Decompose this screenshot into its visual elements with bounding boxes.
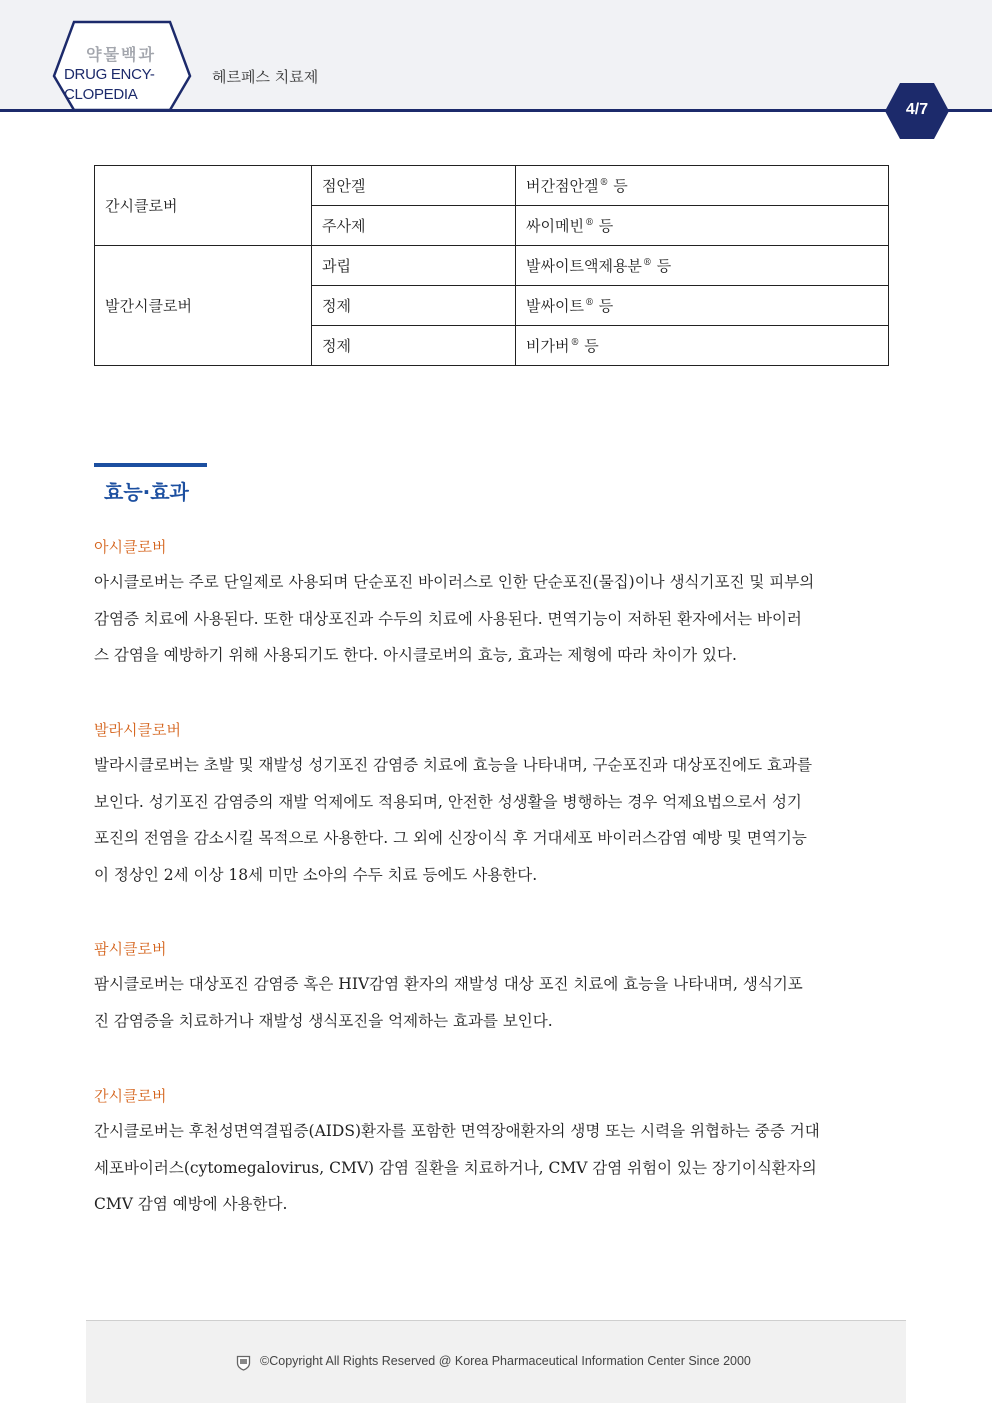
product-name: 발싸이트 (526, 297, 584, 315)
product-name: 싸이메빈 (526, 217, 584, 235)
description-line: 감염증 치료에 사용된다. 또한 대상포진과 수두의 치료에 사용된다. 면역기능이 저하된 환자에서는 바이러 (94, 609, 802, 628)
drug-cell: 간시클로버 (95, 166, 312, 246)
product-cell (516, 206, 889, 246)
product-suffix: 등 (598, 297, 614, 315)
drug-subheading: 간시클로버 (94, 1087, 167, 1105)
drug-description (94, 564, 898, 674)
form-cell: 정제 (312, 326, 516, 366)
dosage-form-table (94, 165, 889, 366)
registered-mark: ® (570, 338, 580, 348)
drug-subheading: 발라시클로버 (94, 721, 181, 739)
registered-mark: ® (584, 218, 594, 228)
drug-description (94, 966, 898, 1039)
logo-english-line1: DRUG ENCY- (64, 66, 155, 83)
logo-english-line2: CLOPEDIA (64, 86, 138, 103)
product-name: 비가버 (526, 337, 570, 355)
section-title: 효능·효과 (104, 480, 189, 504)
form-cell: 정제 (312, 286, 516, 326)
product-suffix: 등 (613, 177, 628, 195)
registered-mark: ® (599, 178, 609, 188)
logo-korean: 약물백과 (86, 45, 156, 64)
product-name: 발싸이트액제용분 (526, 257, 642, 275)
description-line: 보인다. 성기포진 감염증의 재발 억제에도 적용되며, 안전한 성생활을 병행하는 경우 억제요법으로서 성기 (94, 792, 802, 811)
form-cell: 점안겔 (312, 166, 516, 206)
crest-icon (236, 1355, 251, 1371)
table-row (95, 166, 889, 206)
description-line: 진 감염증을 치료하거나 재발성 생식포진을 억제하는 효과를 보인다. (94, 1011, 553, 1030)
description-line: 간시클로버는 후천성면역결핍증(AIDS)환자를 포함한 면역장애환자의 생명 또는 시력을 위협하는 중증 거대 (94, 1122, 820, 1140)
copyright-text: ©Copyright All Rights Reserved @ Korea Pharmaceutical Information Center Since 2000 (260, 1354, 751, 1368)
product-cell (516, 326, 889, 366)
product-suffix: 등 (598, 217, 614, 235)
page-header (0, 0, 992, 140)
description-line: 세포바이러스(cytomegalovirus, CMV) 감염 질환을 치료하거나, CMV 감염 위험이 있는 장기이식환자의 (94, 1158, 817, 1177)
description-line: 팜시클로버는 대상포진 감염증 혹은 HIV감염 환자의 재발성 대상 포진 치료에 효능을 나타내며, 생식기포 (94, 975, 803, 993)
product-suffix: 등 (656, 257, 672, 275)
drug-cell: 발간시클로버 (95, 246, 312, 366)
description-line: 아시클로버는 주로 단일제로 사용되며 단순포진 바이러스로 인한 단순포진(물집)이나 생식기포진 및 피부의 (94, 573, 815, 591)
product-cell (516, 286, 889, 326)
page-number: 4/7 (905, 101, 929, 118)
drug-subheading: 팜시클로버 (94, 940, 167, 958)
product-cell (516, 166, 889, 206)
drug-description (94, 1113, 898, 1223)
product-name: 버간점안겔 (526, 177, 599, 195)
description-line: 발라시클로버는 초발 및 재발성 성기포진 감염증 치료에 효능을 나타내며, 구순포진과 대상포진에도 효과를 (94, 756, 812, 774)
product-cell (516, 246, 889, 286)
document-title: 헤르페스 치료제 (212, 68, 319, 86)
table-row (95, 246, 889, 286)
product-suffix: 등 (584, 337, 599, 355)
section-accent-bar (94, 463, 207, 467)
form-cell: 과립 (312, 246, 516, 286)
drug-description (94, 747, 898, 893)
description-line: 포진의 전염을 감소시킬 목적으로 사용한다. 그 외에 신장이식 후 거대세포 바이러스감염 예방 및 면역기능 (94, 829, 807, 847)
form-cell: 주사제 (312, 206, 516, 246)
description-line: CMV 감염 예방에 사용한다. (94, 1195, 288, 1213)
description-line: 이 정상인 2세 이상 18세 미만 소아의 수두 치료 등에도 사용한다. (94, 865, 538, 884)
registered-mark: ® (642, 258, 652, 268)
registered-mark: ® (584, 298, 594, 308)
description-line: 스 감염을 예방하기 위해 사용되기도 한다. 아시클로버의 효능, 효과는 제형에 따라 차이가 있다. (94, 646, 737, 664)
drug-subheading: 아시클로버 (94, 538, 167, 556)
